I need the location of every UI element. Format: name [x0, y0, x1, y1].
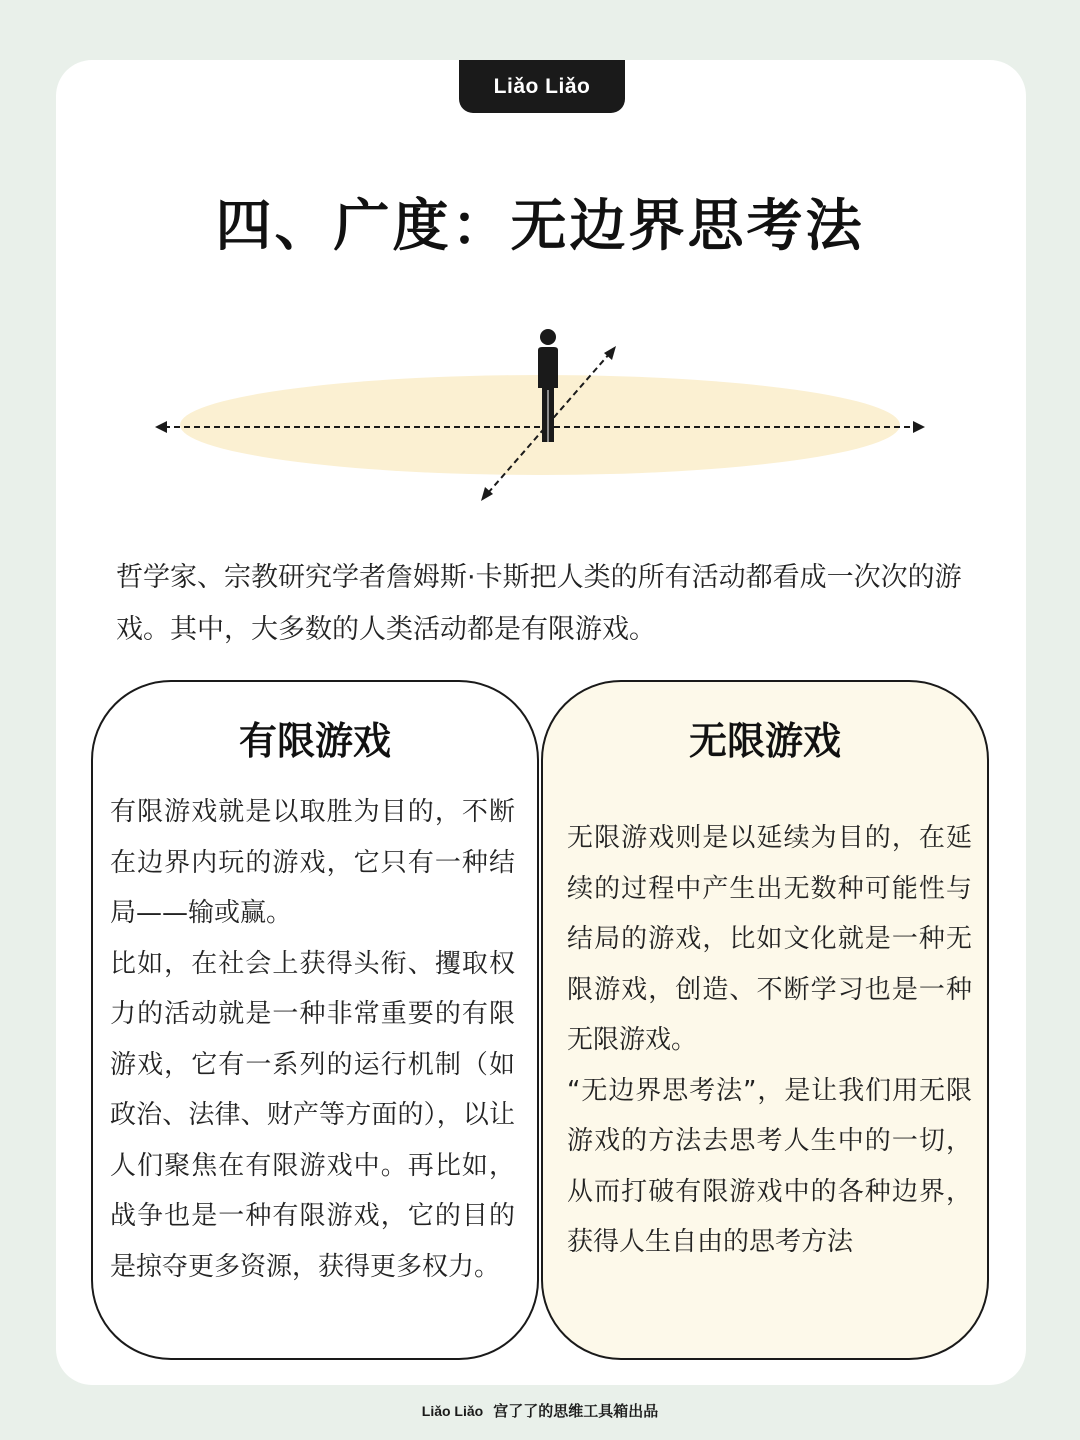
arrow-up-right-icon [604, 346, 616, 360]
infinite-game-paragraph: “无边界思考法”，是让我们用无限游戏的方法去思考人生中的一切，从而打破有限游戏中的各种边界，获得人生自由的思考方法 [567, 1075, 972, 1257]
finite-game-paragraph: 有限游戏就是以取胜为目的，不断在边界内玩的游戏，它只有一种结局——输或赢。 [110, 797, 515, 928]
infinite-game-text [567, 813, 972, 1268]
finite-game-box [91, 680, 539, 1360]
ground-ellipse [180, 375, 900, 475]
finite-game-title: 有限游戏 [238, 719, 391, 763]
page-title: 四、广度：无边界思考法 [215, 194, 865, 259]
arrow-left-icon [155, 421, 167, 433]
finite-game-paragraph: 比如，在社会上获得头衔、攫取权力的活动就是一种非常重要的有限游戏，它有一系列的运行机制（如政治、法律、财产等方面的），以让人们聚焦在有限游戏中。再比如，战争也是一种有限游戏，它的目的是掠夺更多资源，获得更多权力。 [110, 948, 515, 1282]
footer-brand: Liǎo Liǎo [421, 1403, 484, 1419]
footer-text: 宫了了的思维工具箱出品 [493, 1402, 659, 1420]
footer [0, 1400, 1080, 1421]
brand-logo: Liǎo Liǎo [459, 60, 625, 113]
infinite-game-paragraph: 无限游戏则是以延续为目的，在延续的过程中产生出无数种可能性与结局的游戏，比如文化就是一种无限游戏，创造、不断学习也是一种无限游戏。 [567, 823, 972, 1055]
arrow-right-icon [913, 421, 925, 433]
infinite-game-box [541, 680, 989, 1360]
intro-paragraph: 哲学家、宗教研究学者詹姆斯·卡斯把人类的所有活动都看成一次次的游戏。其中，大多数的人类活动都是有限游戏。 [116, 562, 962, 645]
boundary-diagram [150, 320, 930, 510]
infinite-game-title: 无限游戏 [688, 719, 841, 763]
finite-game-text [110, 787, 515, 1292]
